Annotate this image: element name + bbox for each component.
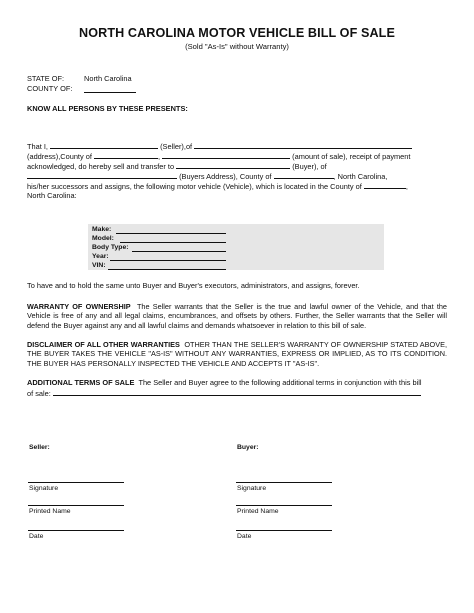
buyers-address-text: (Buyers Address), County of	[179, 172, 272, 181]
body-type-label: Body Type:	[92, 244, 129, 251]
make-blank[interactable]	[116, 233, 226, 234]
additional-heading: ADDITIONAL TERMS OF SALE	[27, 378, 135, 387]
buyer-name-blank[interactable]	[176, 161, 290, 169]
disclaimer-text: OTHER THAN THE SELLER'S WARRANTY OF OWNERSHIP STATED ABOVE, THE BUYER TAKES THE VEHICLE "AS-IS" WITHOUT ANY WARRANTIES, EXPRESS OR IMPLIED, AS TO ITS CONDITION. THE BUYER HAS PERSONALLY INSPECTED THE VEHICLE AND ACCEPTS IT "AS-IS".	[27, 340, 447, 368]
amount-blank[interactable]	[162, 151, 290, 159]
year-blank[interactable]	[110, 260, 226, 261]
body-type-blank[interactable]	[132, 251, 226, 252]
vehicle-details-box	[88, 224, 384, 270]
seller-county-blank[interactable]	[94, 151, 158, 159]
additional-text-2: of sale:	[27, 389, 51, 398]
that-i-text: That I,	[27, 142, 48, 151]
vin-blank[interactable]	[108, 269, 226, 270]
seller-date-line[interactable]	[28, 530, 124, 531]
disclaimer-heading: DISCLAIMER OF ALL OTHER WARRANTIES	[27, 340, 180, 349]
make-label: Make:	[92, 226, 112, 233]
vehicle-county-blank[interactable]	[364, 181, 406, 189]
buyer-signature-label: Signature	[237, 485, 267, 492]
buyer-address-blank[interactable]	[27, 171, 177, 179]
buyer-county-blank[interactable]	[274, 171, 334, 179]
seller-address-blank[interactable]	[194, 141, 412, 149]
buyer-label: Buyer:	[237, 444, 259, 451]
seller-text: (Seller),of	[160, 142, 193, 151]
additional-text: The Seller and Buyer agree to the following additional terms in conjunction with this bill	[138, 378, 422, 387]
model-blank[interactable]	[120, 242, 226, 243]
document-title: NORTH CAROLINA MOTOR VEHICLE BILL OF SALE	[79, 26, 395, 40]
warranty-text: The Seller warrants that the Seller is the true and lawful owner of the Vehicle, and that the Vehicle is free of any and all legal claims, encumbrances, and offsets by others. Further, the Seller warrants that the Seller will defend the Buyer against any and all lawful claims and demands whatsoever in relation to this bill of sale.	[27, 302, 447, 330]
year-label: Year:	[92, 253, 109, 260]
buyer-of-text: (Buyer), of	[292, 162, 327, 171]
buyer-date-line[interactable]	[236, 530, 332, 531]
buyer-printed-name-label: Printed Name	[237, 508, 279, 515]
intro-line-2: (address),County of , (amount of sale), receipt of payment	[27, 152, 411, 161]
model-label: Model:	[92, 235, 114, 242]
state-value: North Carolina	[84, 74, 132, 83]
document-subtitle: (Sold "As-Is" without Warranty)	[185, 42, 289, 51]
north-carolina-text: , North Carolina,	[333, 172, 388, 181]
intro-line-6: North Carolina:	[27, 191, 77, 200]
disclaimer-paragraph	[27, 340, 447, 368]
amount-text: (amount of sale), receipt of payment	[292, 152, 411, 161]
vin-label: VIN:	[92, 262, 106, 269]
know-all-heading: KNOW ALL PERSONS BY THESE PRESENTS:	[27, 104, 188, 113]
seller-label: Seller:	[29, 444, 50, 451]
county-blank[interactable]	[84, 92, 136, 93]
buyer-signature-line[interactable]	[236, 482, 332, 483]
warranty-heading: WARRANTY OF OWNERSHIP	[27, 302, 131, 311]
buyer-printed-name-line[interactable]	[236, 505, 332, 506]
seller-name-blank[interactable]	[50, 141, 158, 149]
additional-terms-line-2	[27, 388, 421, 399]
line4-text: his/her successors and assigns, the following motor vehicle (Vehicle), which is located in the County of	[27, 182, 362, 191]
address-county-text: (address),County of	[27, 152, 92, 161]
to-have-text: To have and to hold the same unto Buyer and Buyer's executors, administrators, and assigns, forever.	[27, 281, 360, 290]
seller-printed-name-line[interactable]	[28, 505, 124, 506]
buyer-date-label: Date	[237, 533, 252, 540]
intro-line-5: his/her successors and assigns, the following motor vehicle (Vehicle), which is located in the County of ,	[27, 182, 408, 191]
seller-signature-label: Signature	[29, 485, 59, 492]
state-label: STATE OF:	[27, 74, 65, 83]
additional-terms-line	[27, 378, 422, 388]
seller-date-label: Date	[29, 533, 44, 540]
warranty-paragraph	[27, 302, 447, 330]
additional-terms-blank[interactable]	[53, 388, 421, 396]
acknowledged-text: acknowledged, do hereby sell and transfer to	[27, 162, 175, 171]
seller-printed-name-label: Printed Name	[29, 508, 71, 515]
seller-signature-line[interactable]	[28, 482, 124, 483]
county-label: COUNTY OF:	[27, 84, 73, 93]
